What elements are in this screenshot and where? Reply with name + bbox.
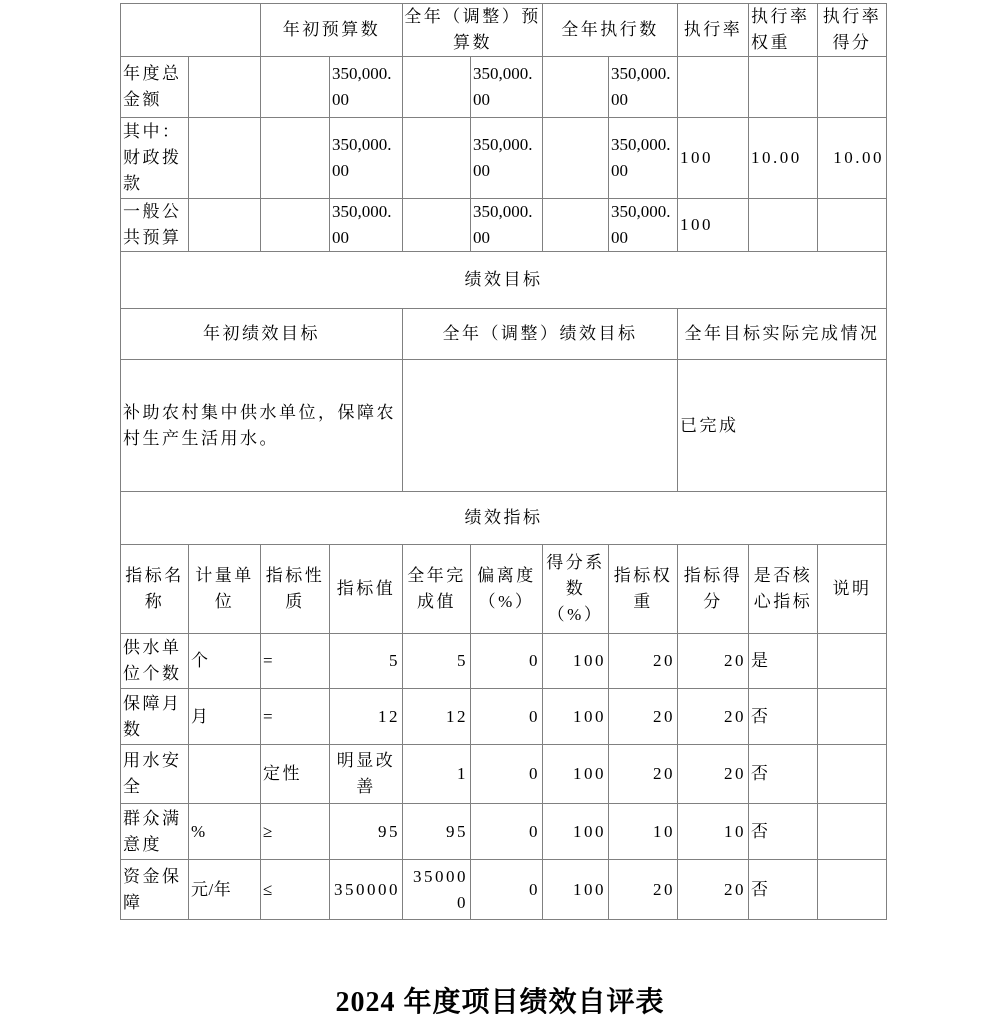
indicator-deviation: 0: [471, 689, 543, 745]
indicator-actual: 95: [403, 804, 471, 860]
indicator-score: 20: [678, 860, 749, 920]
indicator-row: [121, 804, 887, 860]
indicator-target: 12: [330, 689, 403, 745]
indicator-row: [121, 689, 887, 745]
indicator-note: [818, 634, 887, 689]
goals-initial-text: 补助农村集中供水单位，保障农村生产生活用水。: [121, 360, 403, 492]
indicator-coefficient: 100: [543, 745, 609, 804]
goals-banner-row: [121, 252, 887, 309]
indicator-core: 否: [749, 689, 818, 745]
indicator-name: 供水单位个数: [121, 634, 189, 689]
goals-header-initial: 年初绩效目标: [121, 309, 403, 360]
indicator-coefficient: 100: [543, 860, 609, 920]
budget-initial-value: 350,000.00: [330, 118, 403, 199]
indicator-weight: 20: [609, 860, 678, 920]
indicator-score: 20: [678, 745, 749, 804]
indicator-nature: ≥: [261, 804, 330, 860]
self-evaluation-table: [120, 3, 887, 920]
indicators-header-row: [121, 545, 887, 634]
indicators-banner: 绩效指标: [121, 492, 887, 545]
goals-header-row: [121, 309, 887, 360]
indicator-nature: =: [261, 634, 330, 689]
budget-header-rate-weight: 执行率权重: [749, 4, 818, 57]
budget-row-fiscal: [121, 118, 887, 199]
indicator-deviation: 0: [471, 745, 543, 804]
indicator-note: [818, 804, 887, 860]
indicator-name: 保障月数: [121, 689, 189, 745]
indicator-header-score: 指标得分: [678, 545, 749, 634]
indicator-actual: 1: [403, 745, 471, 804]
indicator-coefficient: 100: [543, 634, 609, 689]
indicator-header-actual: 全年完成值: [403, 545, 471, 634]
indicator-nature: 定性: [261, 745, 330, 804]
goals-banner: 绩效目标: [121, 252, 887, 309]
indicator-header-coefficient: 得分系数（%）: [543, 545, 609, 634]
budget-initial-value: 350,000.00: [330, 199, 403, 252]
budget-header-initial: 年初预算数: [261, 4, 403, 57]
indicator-score: 20: [678, 634, 749, 689]
indicator-unit: %: [189, 804, 261, 860]
indicator-core: 否: [749, 745, 818, 804]
budget-row-label: 一般公共预算: [121, 199, 189, 252]
budget-header-executed: 全年执行数: [543, 4, 678, 57]
budget-rate-weight-value: 10.00: [749, 118, 818, 199]
indicator-target: 5: [330, 634, 403, 689]
budget-executed-value: 350,000.00: [609, 57, 678, 118]
indicator-unit: [189, 745, 261, 804]
indicator-note: [818, 689, 887, 745]
indicator-coefficient: 100: [543, 689, 609, 745]
budget-rate-value: 100: [678, 118, 749, 199]
budget-header-adjusted: 全年（调整）预算数: [403, 4, 543, 57]
indicator-weight: 20: [609, 745, 678, 804]
indicator-note: [818, 860, 887, 920]
indicator-unit: 月: [189, 689, 261, 745]
indicator-header-core: 是否核心指标: [749, 545, 818, 634]
goals-content-row: [121, 360, 887, 492]
indicator-header-weight: 指标权重: [609, 545, 678, 634]
budget-adjusted-value: 350,000.00: [471, 118, 543, 199]
indicator-actual: 12: [403, 689, 471, 745]
indicator-core: 否: [749, 860, 818, 920]
indicator-nature: ≤: [261, 860, 330, 920]
goals-adjusted-text: [403, 360, 678, 492]
goals-header-completion: 全年目标实际完成情况: [678, 309, 887, 360]
indicator-actual: 5: [403, 634, 471, 689]
indicator-weight: 20: [609, 634, 678, 689]
indicator-header-unit: 计量单位: [189, 545, 261, 634]
indicator-header-nature: 指标性质: [261, 545, 330, 634]
indicator-weight: 10: [609, 804, 678, 860]
indicator-deviation: 0: [471, 804, 543, 860]
budget-executed-value: 350,000.00: [609, 118, 678, 199]
page-title: 2024 年度项目绩效自评表: [335, 987, 665, 1018]
indicator-unit: 个: [189, 634, 261, 689]
indicator-deviation: 0: [471, 634, 543, 689]
budget-rate-score-value: [818, 199, 887, 252]
indicator-header-deviation: 偏离度（%）: [471, 545, 543, 634]
indicator-actual: 350000: [403, 860, 471, 920]
indicator-weight: 20: [609, 689, 678, 745]
indicator-nature: =: [261, 689, 330, 745]
indicator-score: 20: [678, 689, 749, 745]
indicator-deviation: 0: [471, 860, 543, 920]
budget-header-empty: [121, 4, 261, 57]
budget-row-label: 其中：财政拨款: [121, 118, 189, 199]
indicator-row: [121, 634, 887, 689]
indicator-name: 用水安全: [121, 745, 189, 804]
budget-header-row: [121, 4, 887, 57]
budget-header-rate-score: 执行率得分: [818, 4, 887, 57]
budget-rate-value: 100: [678, 199, 749, 252]
indicator-core: 否: [749, 804, 818, 860]
budget-row-total: [121, 57, 887, 118]
budget-rate-weight-value: [749, 199, 818, 252]
indicator-target: 95: [330, 804, 403, 860]
budget-rate-score-value: [818, 57, 887, 118]
indicator-name: 群众满意度: [121, 804, 189, 860]
indicator-core: 是: [749, 634, 818, 689]
budget-initial-value: 350,000.00: [330, 57, 403, 118]
budget-rate-score-value: 10.00: [818, 118, 887, 199]
budget-adjusted-value: 350,000.00: [471, 57, 543, 118]
indicator-header-name: 指标名称: [121, 545, 189, 634]
indicator-name: 资金保障: [121, 860, 189, 920]
indicator-row: [121, 860, 887, 920]
goals-header-adjusted: 全年（调整）绩效目标: [403, 309, 678, 360]
indicator-unit: 元/年: [189, 860, 261, 920]
indicator-coefficient: 100: [543, 804, 609, 860]
indicators-banner-row: [121, 492, 887, 545]
budget-row-public: [121, 199, 887, 252]
indicator-target: 350000: [330, 860, 403, 920]
budget-adjusted-value: 350,000.00: [471, 199, 543, 252]
goals-completion-text: 已完成: [678, 360, 887, 492]
budget-header-rate: 执行率: [678, 4, 749, 57]
indicator-score: 10: [678, 804, 749, 860]
indicator-note: [818, 745, 887, 804]
indicator-row: [121, 745, 887, 804]
indicator-target: 明显改善: [330, 745, 403, 804]
indicator-header-target: 指标值: [330, 545, 403, 634]
budget-rate-weight-value: [749, 57, 818, 118]
budget-row-label: 年度总金额: [121, 57, 189, 118]
budget-rate-value: [678, 57, 749, 118]
indicator-header-note: 说明: [818, 545, 887, 634]
budget-executed-value: 350,000.00: [609, 199, 678, 252]
